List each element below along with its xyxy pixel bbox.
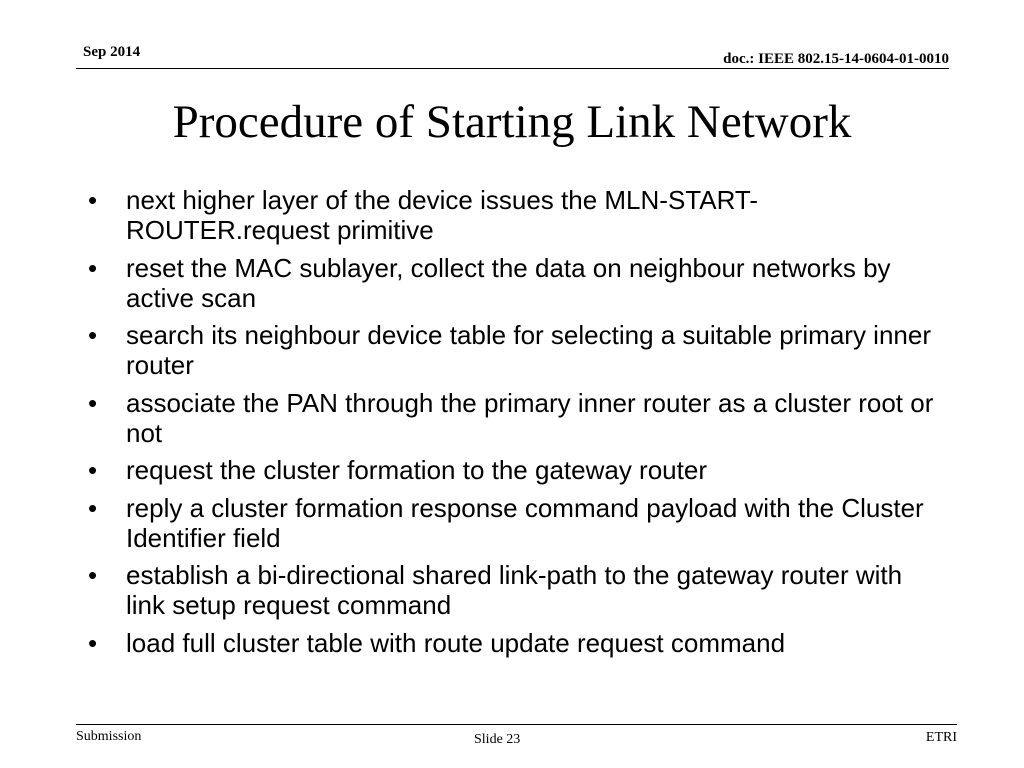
bullet-item [84,320,944,380]
bullet-text: next higher layer of the device issues the MLN-START-ROUTER.request primitive [126,185,758,245]
bullet-marker: • [88,560,98,590]
bullet-marker: • [88,455,98,485]
bullet-text: reset the MAC sublayer, collect the data on neighbour networks by active scan [126,252,891,313]
header-doc-id: doc.: IEEE 802.15-14-0604-01-0010 [723,51,949,67]
slide-title: Procedure of Starting Link Network [172,96,852,148]
bullet-list [84,185,944,665]
slide-number: Slide 23 [474,732,521,747]
bullet-text: request the cluster formation to the gateway router [126,455,707,485]
bullet-item [84,628,944,658]
bullet-item [84,560,944,620]
bullet-text: search its neighbour device table for selecting a suitable primary inner router [126,320,931,380]
bullet-item [84,388,944,448]
bullet-item [84,455,944,485]
bullet-item [84,253,944,313]
header-divider [76,68,949,69]
bullet-marker: • [88,320,98,350]
bullet-text: reply a cluster formation response command payload with the Cluster Identifier field [126,492,924,553]
bullet-text: associate the PAN through the primary inner router as a cluster root or not [126,387,934,448]
bullet-marker: • [88,492,98,523]
bullet-marker: • [88,387,98,418]
bullet-marker: • [88,252,98,283]
bullet-item [84,185,944,245]
footer-divider [76,724,957,725]
header-date: Sep 2014 [83,44,141,60]
footer-submission: Submission [76,729,142,744]
bullet-marker: • [88,185,98,215]
bullet-marker: • [88,627,98,658]
bullet-item [84,493,944,553]
bullet-text: load full cluster table with route update request command [126,627,786,658]
bullet-text: establish a bi-directional shared link-path to the gateway router with link setup request command [126,560,903,620]
footer-org: ETRI [925,730,957,745]
